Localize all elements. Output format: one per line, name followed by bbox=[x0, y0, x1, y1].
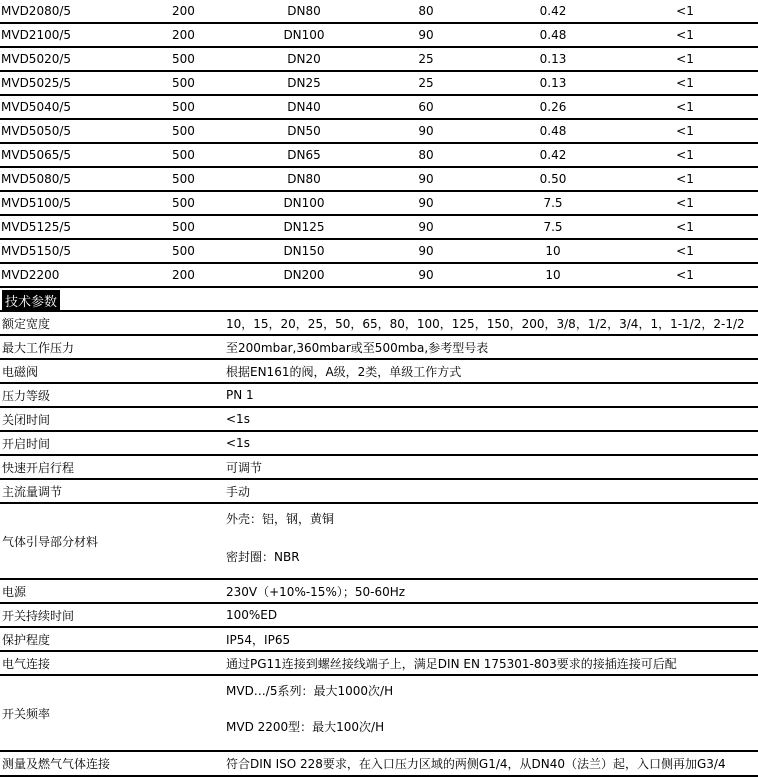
model-cell: MVD5020/5 bbox=[1, 52, 72, 66]
pressure-cell: 500 bbox=[172, 172, 195, 186]
dn-cell: DN25 bbox=[287, 76, 321, 90]
section-title: 技术参数 bbox=[2, 290, 60, 310]
value-cell: 90 bbox=[418, 28, 434, 42]
table-row bbox=[0, 144, 758, 168]
dn-cell: DN125 bbox=[283, 220, 325, 234]
param-label: 主流量调节 bbox=[2, 484, 63, 499]
param-value: MVD…/5系列：最大1000次/H bbox=[226, 684, 394, 698]
table-row bbox=[0, 192, 758, 216]
time-cell: <1 bbox=[676, 4, 694, 18]
model-cell: MVD5050/5 bbox=[1, 124, 72, 138]
dn-cell: DN100 bbox=[283, 196, 325, 210]
time-cell: <1 bbox=[676, 100, 694, 114]
param-value: 100%ED bbox=[226, 608, 278, 622]
time-cell: <1 bbox=[676, 244, 694, 258]
param-row bbox=[0, 580, 758, 604]
param-row bbox=[0, 480, 758, 504]
param-label: 开关持续时间 bbox=[2, 608, 75, 623]
dn-cell: DN65 bbox=[287, 148, 321, 162]
param-value: PN 1 bbox=[226, 388, 254, 402]
time-cell: <1 bbox=[676, 52, 694, 66]
time-cell: <1 bbox=[676, 268, 694, 282]
pressure-cell: 200 bbox=[172, 28, 195, 42]
time-cell: <1 bbox=[676, 76, 694, 90]
time-cell: <1 bbox=[676, 220, 694, 234]
param-row bbox=[0, 504, 758, 580]
param-value: 符合DIN ISO 228要求，在入口压力区域的两侧G1/4，从DN40（法兰）起，入口侧再加G3/4 bbox=[226, 757, 726, 771]
param-label: 保护程度 bbox=[2, 632, 51, 647]
param-label: 额定宽度 bbox=[2, 316, 51, 331]
table-row bbox=[0, 120, 758, 144]
param-value: 10，15，20，25，50，65，80，100，125，150，200，3/8，1/2，3/4，1，1-1/2，2-1/2 bbox=[226, 316, 745, 331]
table-row bbox=[0, 240, 758, 264]
value-cell: 90 bbox=[418, 124, 434, 138]
param-row bbox=[0, 312, 758, 336]
param-value: 密封圈：NBR bbox=[226, 550, 300, 564]
value-cell: 90 bbox=[418, 244, 434, 258]
pressure-cell: 200 bbox=[172, 4, 195, 18]
model-cell: MVD5125/5 bbox=[1, 220, 72, 234]
param-row bbox=[0, 676, 758, 752]
time-cell: <1 bbox=[676, 28, 694, 42]
param-value: 手动 bbox=[226, 484, 251, 499]
pressure-cell: 500 bbox=[172, 124, 195, 138]
model-cell: MVD2080/5 bbox=[1, 4, 72, 18]
param-value: <1s bbox=[226, 412, 250, 426]
dn-cell: DN150 bbox=[283, 244, 325, 258]
table-row bbox=[0, 24, 758, 48]
table-row bbox=[0, 216, 758, 240]
model-cell: MVD5080/5 bbox=[1, 172, 72, 186]
param-row bbox=[0, 336, 758, 360]
param-row bbox=[0, 456, 758, 480]
param-value: <1s bbox=[226, 436, 250, 450]
pressure-cell: 500 bbox=[172, 148, 195, 162]
value-cell: 60 bbox=[418, 100, 434, 114]
param-row bbox=[0, 652, 758, 676]
pressure-cell: 500 bbox=[172, 220, 195, 234]
param-label: 关闭时间 bbox=[2, 412, 51, 427]
table-row bbox=[0, 72, 758, 96]
value-cell: 90 bbox=[418, 172, 434, 186]
param-label: 电气连接 bbox=[2, 656, 51, 671]
dn-cell: DN200 bbox=[283, 268, 325, 282]
model-cell: MVD5150/5 bbox=[1, 244, 72, 258]
table-row bbox=[0, 264, 758, 288]
pressure-cell: 200 bbox=[172, 268, 195, 282]
value-cell: 10 bbox=[545, 268, 561, 282]
pressure-cell: 500 bbox=[172, 100, 195, 114]
param-value: 至200mbar,360mbar或至500mba,参考型号表 bbox=[226, 340, 489, 355]
dn-cell: DN20 bbox=[287, 52, 321, 66]
dn-cell: DN80 bbox=[287, 172, 321, 186]
table-row bbox=[0, 168, 758, 192]
model-cell: MVD5025/5 bbox=[1, 76, 72, 90]
value-cell: 0.50 bbox=[539, 172, 567, 186]
value-cell: 80 bbox=[418, 148, 434, 162]
param-value: 外壳：铝，钢，黄铜 bbox=[226, 512, 335, 526]
value-cell: 80 bbox=[418, 4, 434, 18]
param-label: 压力等级 bbox=[2, 388, 51, 403]
value-cell: 7.5 bbox=[543, 220, 563, 234]
param-row bbox=[0, 408, 758, 432]
param-value: 通过PG11连接到螺丝接线端子上，满足DIN EN 175301-803要求的接插连接可后配 bbox=[226, 656, 677, 671]
section-header bbox=[0, 288, 758, 312]
model-cell: MVD2200 bbox=[1, 268, 60, 282]
value-cell: 0.26 bbox=[539, 100, 567, 114]
pressure-cell: 500 bbox=[172, 196, 195, 210]
pressure-cell: 500 bbox=[172, 52, 195, 66]
value-cell: 0.48 bbox=[539, 124, 567, 138]
param-label: 气体引导部分材料 bbox=[2, 534, 99, 549]
param-label: 最大工作压力 bbox=[2, 340, 75, 355]
pressure-cell: 500 bbox=[172, 76, 195, 90]
dn-cell: DN100 bbox=[283, 28, 325, 42]
param-row bbox=[0, 604, 758, 628]
table-row bbox=[0, 0, 758, 24]
param-label: 测量及燃气气体连接 bbox=[2, 757, 111, 771]
value-cell: 10 bbox=[545, 244, 561, 258]
value-cell: 0.42 bbox=[539, 4, 567, 18]
model-cell: MVD5065/5 bbox=[1, 148, 72, 162]
value-cell: 0.13 bbox=[539, 76, 567, 90]
time-cell: <1 bbox=[676, 148, 694, 162]
param-label: 开关频率 bbox=[2, 706, 51, 721]
value-cell: 7.5 bbox=[543, 196, 563, 210]
value-cell: 0.42 bbox=[539, 148, 567, 162]
param-row bbox=[0, 360, 758, 384]
value-cell: 90 bbox=[418, 196, 434, 210]
param-value: 230V（+10%-15%）；50-60Hz bbox=[226, 584, 406, 599]
param-label: 快速开启行程 bbox=[2, 460, 75, 475]
param-value: 根据EN161的阀，A级，2类，单级工作方式 bbox=[226, 364, 462, 379]
dn-cell: DN50 bbox=[287, 124, 321, 138]
model-cell: MVD5040/5 bbox=[1, 100, 72, 114]
param-label: 电源 bbox=[2, 584, 27, 599]
param-label: 电磁阀 bbox=[2, 364, 39, 379]
dn-cell: DN80 bbox=[287, 4, 321, 18]
model-cell: MVD5100/5 bbox=[1, 196, 72, 210]
time-cell: <1 bbox=[676, 196, 694, 210]
param-row bbox=[0, 628, 758, 652]
table-row bbox=[0, 48, 758, 72]
time-cell: <1 bbox=[676, 124, 694, 138]
value-cell: 0.48 bbox=[539, 28, 567, 42]
param-label: 开启时间 bbox=[2, 436, 51, 451]
param-row bbox=[0, 384, 758, 408]
value-cell: 0.13 bbox=[539, 52, 567, 66]
param-value: 可调节 bbox=[226, 460, 263, 475]
param-row bbox=[0, 432, 758, 456]
param-value: IP54，IP65 bbox=[226, 632, 291, 647]
value-cell: 90 bbox=[418, 268, 434, 282]
param-value: MVD 2200型：最大100次/H bbox=[226, 720, 385, 734]
param-row bbox=[0, 752, 758, 777]
value-cell: 25 bbox=[418, 76, 434, 90]
time-cell: <1 bbox=[676, 172, 694, 186]
model-cell: MVD2100/5 bbox=[1, 28, 72, 42]
pressure-cell: 500 bbox=[172, 244, 195, 258]
value-cell: 90 bbox=[418, 220, 434, 234]
dn-cell: DN40 bbox=[287, 100, 321, 114]
table-row bbox=[0, 96, 758, 120]
value-cell: 25 bbox=[418, 52, 434, 66]
